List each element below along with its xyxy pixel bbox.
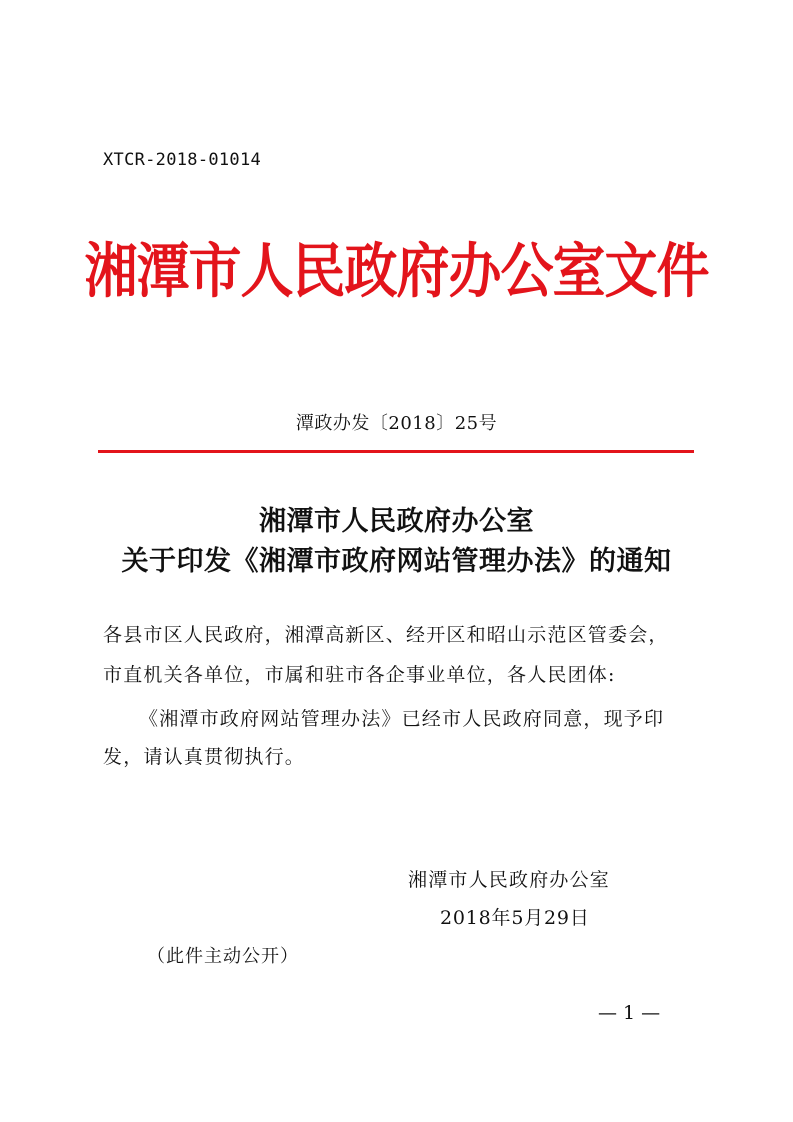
signature-date: 2018年5月29日 (440, 907, 590, 929)
masthead-title: 湘潭市人民政府办公室文件 (84, 236, 709, 306)
document-code: XTCR-2018-01014 (103, 150, 262, 170)
signature-organization: 湘潭市人民政府办公室 (408, 869, 611, 891)
notice-title-line-1: 湘潭市人民政府办公室 (259, 506, 534, 537)
page-number: — 1 — (598, 1002, 661, 1024)
body-paragraph-line-2: 发，请认真贯彻执行。 (103, 746, 306, 768)
body-paragraph-line-1: 《湘潭市政府网站管理办法》已经市人民政府同意，现予印 (139, 708, 665, 730)
recipients-line-2: 市直机关各单位，市属和驻市各企事业单位，各人民团体: (103, 664, 616, 686)
disclosure-note: （此件主动公开） (147, 946, 299, 967)
recipients-line-1: 各县市区人民政府，湘潭高新区、经开区和昭山示范区管委会， (103, 624, 669, 646)
document-number: 潭政办发〔2018〕25号 (295, 413, 498, 434)
red-separator-line (98, 450, 694, 453)
notice-title-line-2: 关于印发《湘潭市政府网站管理办法》的通知 (121, 546, 672, 577)
